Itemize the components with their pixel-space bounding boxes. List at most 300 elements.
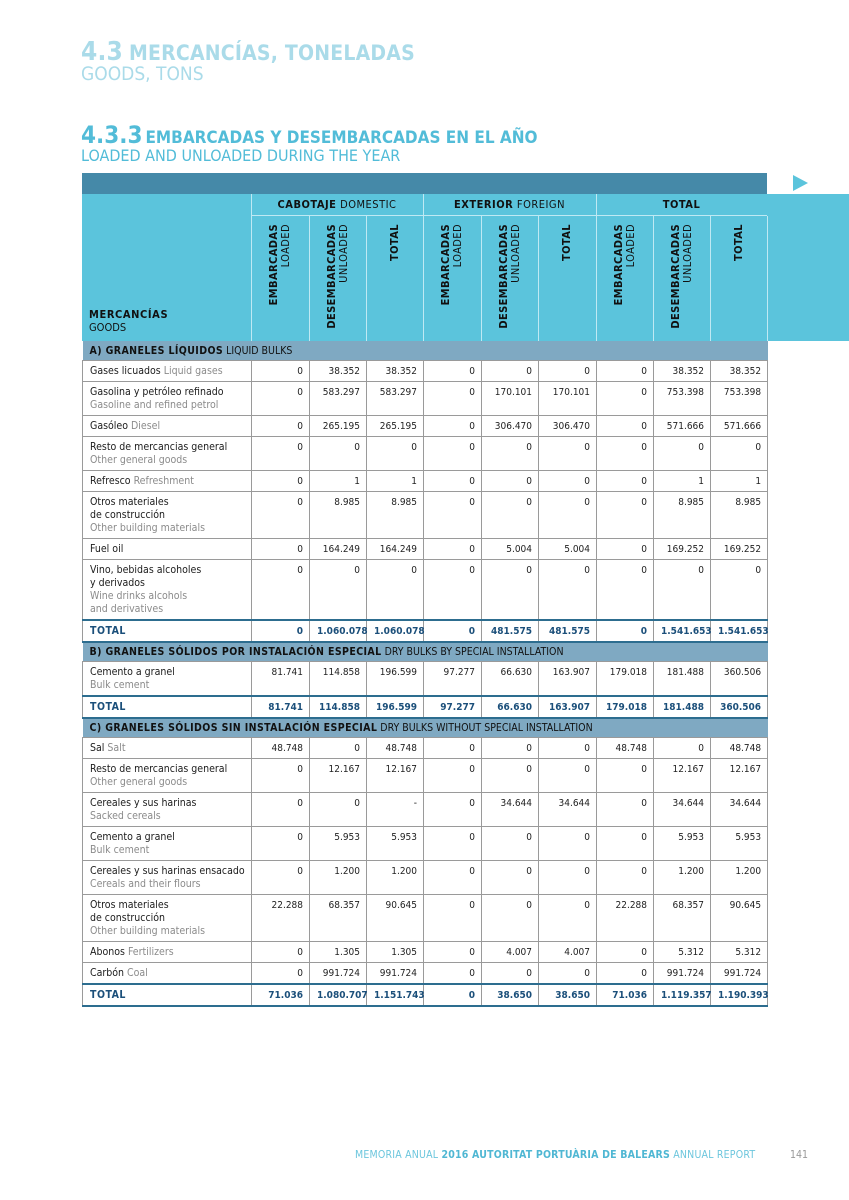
cell-value: 81.741 <box>252 662 310 697</box>
table-top-band <box>82 173 767 194</box>
subcolumn-label-es: EMBARCADAS <box>611 224 625 306</box>
cell-value: 5.953 <box>310 827 367 861</box>
section-title-es: C) GRANELES SÓLIDOS SIN INSTALACIÓN ESPECIAL <box>89 722 378 734</box>
cell-value: 0 <box>654 437 711 471</box>
cell-value: 38.352 <box>367 361 424 382</box>
cell-value: 0 <box>539 361 597 382</box>
cell-value: 38.352 <box>654 361 711 382</box>
cell-value: 170.101 <box>539 382 597 416</box>
row-label-en: Gasoline and refined petrol <box>90 399 219 411</box>
cell-value: 114.858 <box>310 662 367 697</box>
cell-value: 0 <box>252 382 310 416</box>
row-label-en: Diesel <box>131 420 161 432</box>
cell-value: 5.953 <box>711 827 768 861</box>
section-title <box>83 642 768 662</box>
cell-value: 4.007 <box>482 942 539 963</box>
subcolumn-label-es: DESEMBARCADAS <box>668 224 682 329</box>
total-value: 1.080.707 <box>310 984 367 1006</box>
cell-value: 0 <box>711 437 768 471</box>
row-label-en: Other general goods <box>90 454 188 466</box>
total-value: 481.575 <box>539 620 597 642</box>
cell-value: 0 <box>597 861 654 895</box>
cell-value: 0 <box>252 942 310 963</box>
cell-value: 0 <box>482 361 539 382</box>
column-group-foreign <box>423 198 596 216</box>
row-label <box>83 759 252 793</box>
cell-value: 0 <box>424 942 482 963</box>
row-label <box>83 963 252 985</box>
cell-value: 991.724 <box>711 963 768 985</box>
cell-value: 0 <box>424 560 482 621</box>
total-label: TOTAL <box>83 696 252 718</box>
total-value: 114.858 <box>310 696 367 718</box>
cell-value: 164.249 <box>367 539 424 560</box>
cell-value: 0 <box>597 492 654 539</box>
row-label <box>83 437 252 471</box>
cell-value: 179.018 <box>597 662 654 697</box>
cell-value: 5.004 <box>539 539 597 560</box>
cell-value: 1.305 <box>367 942 424 963</box>
total-value: 97.277 <box>424 696 482 718</box>
column-group-label-en: DOMESTIC <box>340 198 397 211</box>
cell-value: 0 <box>539 861 597 895</box>
cell-value: 0 <box>654 738 711 759</box>
cell-value: 34.644 <box>482 793 539 827</box>
subcolumn-label-en: LOADED <box>450 224 464 268</box>
cell-value: 0 <box>539 471 597 492</box>
cell-value: 0 <box>539 963 597 985</box>
row-label <box>83 827 252 861</box>
section-title-es: B) GRANELES SÓLIDOS POR INSTALACIÓN ESPECIAL <box>89 646 382 658</box>
table-row <box>83 437 768 471</box>
subcolumn-label-es: DESEMBARCADAS <box>496 224 510 329</box>
row-label-es: Gasolina y petróleo refinado <box>90 386 224 398</box>
cell-value: 0 <box>482 437 539 471</box>
row-label-en: Wine drinks alcohols and derivatives <box>90 590 188 615</box>
cell-value: 1 <box>711 471 768 492</box>
column-group-label-en: FOREIGN <box>516 198 565 211</box>
cell-value: 0 <box>482 492 539 539</box>
table-row <box>83 361 768 382</box>
heading-number: 4.3 <box>81 37 124 67</box>
cell-value: 0 <box>597 437 654 471</box>
total-value: 181.488 <box>654 696 711 718</box>
cell-value: 360.506 <box>711 662 768 697</box>
footer-report-name: 2016 AUTORITAT PORTUÀRIA DE BALEARS <box>441 1149 671 1161</box>
cell-value: 169.252 <box>654 539 711 560</box>
cell-value: 12.167 <box>711 759 768 793</box>
goods-header-es: MERCANCÍAS <box>89 308 169 321</box>
cell-value: 0 <box>482 827 539 861</box>
cell-value: 4.007 <box>539 942 597 963</box>
cell-value: 0 <box>424 827 482 861</box>
row-label-es: Fuel oil <box>90 543 124 555</box>
header-subcolumn-divider <box>767 216 768 341</box>
table-row <box>83 827 768 861</box>
table-row <box>83 895 768 942</box>
cell-value: 5.312 <box>711 942 768 963</box>
row-label-en: Coal <box>127 967 148 979</box>
cell-value: 0 <box>539 560 597 621</box>
cell-value: 306.470 <box>539 416 597 437</box>
cell-value: 90.645 <box>367 895 424 942</box>
cell-value: 8.985 <box>310 492 367 539</box>
page-footer <box>355 1149 755 1161</box>
cell-value: 0 <box>424 793 482 827</box>
subheading-number: 4.3.3 <box>81 121 143 149</box>
cell-value: 0 <box>539 759 597 793</box>
subcolumn-header <box>596 224 653 336</box>
row-label <box>83 793 252 827</box>
row-label-en: Cereals and their flours <box>90 878 201 890</box>
total-value: 66.630 <box>482 696 539 718</box>
cell-value: 0 <box>597 560 654 621</box>
cell-value: 1.200 <box>367 861 424 895</box>
total-value: 38.650 <box>539 984 597 1006</box>
cell-value: 1.200 <box>654 861 711 895</box>
cell-value: 8.985 <box>711 492 768 539</box>
cell-value: 0 <box>482 738 539 759</box>
row-label-es: Otros materiales de construcción <box>90 899 169 924</box>
cell-value: 0 <box>252 539 310 560</box>
cell-value: 0 <box>424 382 482 416</box>
subcolumn-label-es: TOTAL <box>559 224 573 262</box>
section-title <box>83 342 768 361</box>
subcolumn-label-es: DESEMBARCADAS <box>324 224 338 329</box>
table-row <box>83 738 768 759</box>
cell-value: 0 <box>252 759 310 793</box>
total-value: 196.599 <box>367 696 424 718</box>
section-title <box>83 718 768 738</box>
total-value: 81.741 <box>252 696 310 718</box>
table-row <box>83 560 768 621</box>
total-value: 481.575 <box>482 620 539 642</box>
row-label <box>83 471 252 492</box>
column-group-label-es: EXTERIOR <box>453 198 514 211</box>
goods-column-header <box>89 308 168 334</box>
cell-value: 0 <box>539 827 597 861</box>
table-row <box>83 759 768 793</box>
subcolumn-label-en: UNLOADED <box>336 224 350 283</box>
row-label-en: Other general goods <box>90 776 188 788</box>
table-row <box>83 942 768 963</box>
cell-value: 48.748 <box>252 738 310 759</box>
table-row <box>83 662 768 697</box>
column-group-domestic <box>251 198 423 216</box>
row-label <box>83 361 252 382</box>
cell-value: 0 <box>424 963 482 985</box>
table-row <box>83 416 768 437</box>
row-label <box>83 895 252 942</box>
total-value: 179.018 <box>597 696 654 718</box>
total-value: 0 <box>424 984 482 1006</box>
total-value: 1.541.653 <box>711 620 768 642</box>
cell-value: 66.630 <box>482 662 539 697</box>
subcolumn-header <box>423 224 480 336</box>
subcolumn-header <box>710 224 767 336</box>
cell-value: 0 <box>252 560 310 621</box>
row-label-es: Cemento a granel <box>90 831 175 843</box>
total-value: 1.060.078 <box>367 620 424 642</box>
table-row <box>83 539 768 560</box>
table-row <box>83 382 768 416</box>
cell-value: 0 <box>252 861 310 895</box>
total-value: 0 <box>597 620 654 642</box>
cell-value: 265.195 <box>367 416 424 437</box>
cell-value: 164.249 <box>310 539 367 560</box>
cell-value: 12.167 <box>367 759 424 793</box>
cell-value: 0 <box>424 539 482 560</box>
cell-value: 48.748 <box>367 738 424 759</box>
cell-value: 753.398 <box>654 382 711 416</box>
section-title-en: DRY BULKS BY SPECIAL INSTALLATION <box>384 646 564 658</box>
cell-value: 0 <box>597 793 654 827</box>
row-label-es: Gasóleo <box>90 420 129 432</box>
total-value: 1.060.078 <box>310 620 367 642</box>
subcolumn-header <box>538 224 595 336</box>
cell-value: 0 <box>252 793 310 827</box>
cell-value: 0 <box>654 560 711 621</box>
cell-value: 1 <box>367 471 424 492</box>
cell-value: 5.312 <box>654 942 711 963</box>
cell-value: 0 <box>252 361 310 382</box>
cell-value: 0 <box>597 416 654 437</box>
row-label-en: Bulk cement <box>90 844 150 856</box>
cell-value: 1 <box>310 471 367 492</box>
cell-value: 0 <box>597 827 654 861</box>
table-row <box>83 963 768 985</box>
row-label-en: Other building materials <box>90 925 206 937</box>
row-label <box>83 861 252 895</box>
cell-value: 0 <box>310 560 367 621</box>
section-total-row <box>83 696 768 718</box>
subcolumn-label-es: EMBARCADAS <box>438 224 452 306</box>
cell-value: 0 <box>597 361 654 382</box>
row-label-es: Cemento a granel <box>90 666 175 678</box>
cell-value: 22.288 <box>252 895 310 942</box>
cell-value: 0 <box>711 560 768 621</box>
row-label-es: Gases licuados <box>90 365 161 377</box>
cell-value: 68.357 <box>310 895 367 942</box>
row-label-en: Sacked cereals <box>90 810 161 822</box>
cell-value: 0 <box>539 492 597 539</box>
column-group-label-es: TOTAL <box>662 198 701 211</box>
cell-value: 583.297 <box>310 382 367 416</box>
cell-value: 0 <box>597 382 654 416</box>
total-value: 1.151.743 <box>367 984 424 1006</box>
cell-value: 0 <box>367 560 424 621</box>
cell-value: 1.305 <box>310 942 367 963</box>
section-total-row <box>83 620 768 642</box>
column-group-total <box>596 198 767 216</box>
cell-value: 0 <box>424 861 482 895</box>
total-label: TOTAL <box>83 620 252 642</box>
subcolumn-header <box>309 224 366 336</box>
cell-value: 0 <box>252 963 310 985</box>
section-header-row <box>83 642 768 662</box>
cell-value: 1.200 <box>310 861 367 895</box>
cell-value: 991.724 <box>310 963 367 985</box>
subcolumn-label-es: TOTAL <box>731 224 745 262</box>
cell-value: 34.644 <box>711 793 768 827</box>
cell-value: 991.724 <box>367 963 424 985</box>
column-group-label-es: CABOTAJE <box>277 198 337 211</box>
cell-value: 0 <box>252 471 310 492</box>
total-value: 0 <box>252 620 310 642</box>
row-label <box>83 662 252 697</box>
row-label <box>83 416 252 437</box>
page-number: 141 <box>790 1149 809 1161</box>
cell-value: 68.357 <box>654 895 711 942</box>
cell-value: 0 <box>424 471 482 492</box>
cell-value: 0 <box>539 437 597 471</box>
cell-value: 12.167 <box>310 759 367 793</box>
total-value: 71.036 <box>252 984 310 1006</box>
row-label-en: Refreshment <box>133 475 194 487</box>
cell-value: 5.953 <box>654 827 711 861</box>
footer-prefix: MEMORIA ANUAL <box>355 1149 439 1161</box>
goods-header-en: GOODS <box>89 321 127 334</box>
cell-value: 48.748 <box>711 738 768 759</box>
cell-value: 38.352 <box>310 361 367 382</box>
total-value: 163.907 <box>539 696 597 718</box>
cell-value: 0 <box>482 560 539 621</box>
cell-value: 0 <box>597 759 654 793</box>
cell-value: 306.470 <box>482 416 539 437</box>
cell-value: 0 <box>424 738 482 759</box>
subcolumn-header <box>481 224 538 336</box>
cell-value: 0 <box>310 793 367 827</box>
table-row <box>83 471 768 492</box>
row-label <box>83 382 252 416</box>
total-label: TOTAL <box>83 984 252 1006</box>
section-title-en: LIQUID BULKS <box>226 345 293 357</box>
subcolumn-label-en: UNLOADED <box>508 224 522 283</box>
total-value: 1.541.653 <box>654 620 711 642</box>
row-label-es: Resto de mercancias general <box>90 763 228 775</box>
subcolumn-header <box>653 224 710 336</box>
cell-value: 0 <box>597 539 654 560</box>
cell-value: 0 <box>482 963 539 985</box>
cell-value: 5.953 <box>367 827 424 861</box>
cell-value: 0 <box>597 942 654 963</box>
cell-value: 90.645 <box>711 895 768 942</box>
cell-value: 0 <box>252 492 310 539</box>
subheading-title <box>81 121 538 149</box>
cell-value: 0 <box>482 471 539 492</box>
cell-value: 0 <box>424 895 482 942</box>
total-value: 360.506 <box>711 696 768 718</box>
subheading-title-es: EMBARCADAS Y DESEMBARCADAS EN EL AÑO <box>145 128 538 148</box>
cell-value: 583.297 <box>367 382 424 416</box>
cell-value: 170.101 <box>482 382 539 416</box>
section-total-row <box>83 984 768 1006</box>
total-value: 1.190.393 <box>711 984 768 1006</box>
cell-value: 0 <box>482 759 539 793</box>
cell-value: 0 <box>310 738 367 759</box>
section-title-en: DRY BULKS WITHOUT SPECIAL INSTALLATION <box>380 722 593 734</box>
subcolumn-header <box>251 224 308 336</box>
subcolumn-header <box>366 224 423 336</box>
subcolumn-label-en: LOADED <box>623 224 637 268</box>
cell-value: 0 <box>252 827 310 861</box>
row-label-en: Salt <box>107 742 126 754</box>
row-label <box>83 492 252 539</box>
cell-value: 265.195 <box>310 416 367 437</box>
cell-value: 163.907 <box>539 662 597 697</box>
cell-value: 34.644 <box>654 793 711 827</box>
row-label-en: Bulk cement <box>90 679 150 691</box>
cell-value: 0 <box>424 492 482 539</box>
row-label-es: Abonos <box>90 946 125 958</box>
cell-value: 991.724 <box>654 963 711 985</box>
subcolumn-label-en: UNLOADED <box>680 224 694 283</box>
subcolumn-label-es: TOTAL <box>387 224 401 262</box>
row-label-es: Carbón <box>90 967 125 979</box>
row-label-es: Cereales y sus harinas ensacado <box>90 865 245 877</box>
cell-value: 0 <box>367 437 424 471</box>
cell-value: 48.748 <box>597 738 654 759</box>
cell-value: 0 <box>252 437 310 471</box>
total-value: 1.119.357 <box>654 984 711 1006</box>
cell-value: 0 <box>424 759 482 793</box>
cell-value: - <box>367 793 424 827</box>
row-label-es: Refresco <box>90 475 131 487</box>
cell-value: 0 <box>310 437 367 471</box>
cell-value: 22.288 <box>597 895 654 942</box>
subheading-title-en: LOADED AND UNLOADED DURING THE YEAR <box>81 146 401 165</box>
goods-table <box>82 341 768 1007</box>
row-label-es: Cereales y sus harinas <box>90 797 197 809</box>
footer-suffix: ANNUAL REPORT <box>673 1149 756 1161</box>
total-value: 38.650 <box>482 984 539 1006</box>
cell-value: 571.666 <box>711 416 768 437</box>
cell-value: 0 <box>482 895 539 942</box>
row-label-es: Otros materiales de construcción <box>90 496 169 521</box>
cell-value: 0 <box>482 861 539 895</box>
cell-value: 169.252 <box>711 539 768 560</box>
cell-value: 12.167 <box>654 759 711 793</box>
subcolumn-label-en: LOADED <box>278 224 292 268</box>
cell-value: 753.398 <box>711 382 768 416</box>
cell-value: 38.352 <box>711 361 768 382</box>
row-label <box>83 942 252 963</box>
heading-title-en: GOODS, TONS <box>81 63 204 85</box>
cell-value: 571.666 <box>654 416 711 437</box>
heading-title-es: MERCANCÍAS, TONELADAS <box>129 41 415 65</box>
table-row <box>83 861 768 895</box>
cell-value: 8.985 <box>654 492 711 539</box>
cell-value: 1.200 <box>711 861 768 895</box>
cell-value: 8.985 <box>367 492 424 539</box>
section-header-row <box>83 342 768 361</box>
section-title-es: A) GRANELES LÍQUIDOS <box>89 345 224 357</box>
cell-value: 0 <box>597 963 654 985</box>
cell-value: 0 <box>424 416 482 437</box>
row-label <box>83 539 252 560</box>
row-label <box>83 738 252 759</box>
cell-value: 0 <box>424 437 482 471</box>
cell-value: 181.488 <box>654 662 711 697</box>
total-value: 71.036 <box>597 984 654 1006</box>
total-value: 0 <box>424 620 482 642</box>
cell-value: 0 <box>424 361 482 382</box>
table-row <box>83 793 768 827</box>
cell-value: 196.599 <box>367 662 424 697</box>
row-label-en: Fertilizers <box>127 946 174 958</box>
cell-value: 0 <box>539 895 597 942</box>
row-label <box>83 560 252 621</box>
